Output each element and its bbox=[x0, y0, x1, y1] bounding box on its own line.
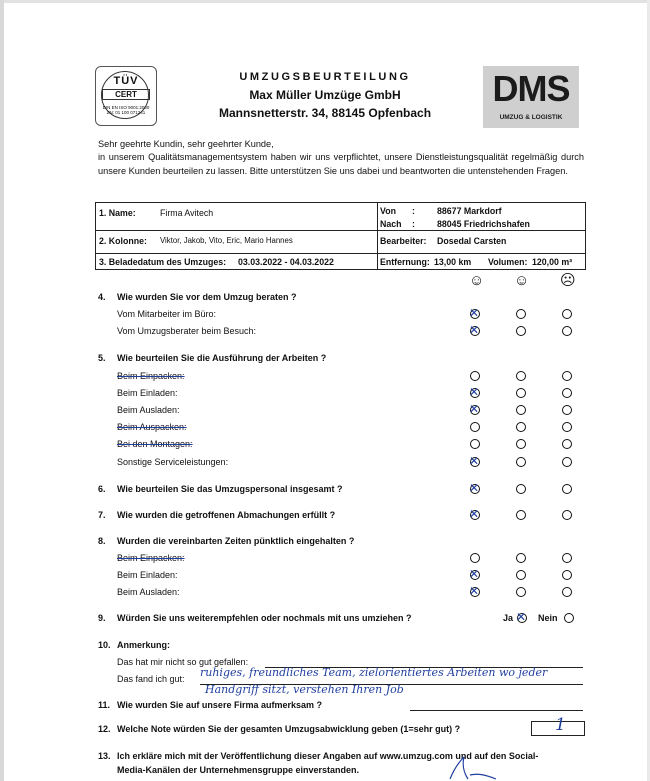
beladedatum-value: 03.03.2022 - 04.03.2022 bbox=[238, 257, 334, 267]
q11-input-line[interactable] bbox=[410, 710, 583, 711]
q7-sad-face-radio[interactable] bbox=[562, 510, 572, 520]
q6-neutral-face-radio[interactable] bbox=[516, 484, 526, 494]
q5-option-service: Sonstige Serviceleistungen: bbox=[117, 457, 229, 467]
question-4-number: 4. bbox=[98, 292, 106, 302]
q5-service-checkmark-icon: ✕ bbox=[469, 454, 480, 468]
q5-einpacken-sad-face-radio[interactable] bbox=[562, 371, 572, 381]
tuv-logo-cert: CERT bbox=[102, 89, 150, 100]
signature-scribble bbox=[420, 755, 500, 781]
entfernung-label: Entfernung: bbox=[380, 257, 430, 267]
q6-checkmark-icon: ✕ bbox=[469, 481, 480, 495]
question-12-text: Welche Note würden Sie der gesamten Umzugsabwicklung geben (1=sehr gut) ? bbox=[117, 724, 461, 734]
neutral-face-icon: ☺ bbox=[514, 272, 530, 289]
q4-buero-neutral-face-radio[interactable] bbox=[516, 309, 526, 319]
q4-option-besuch: Vom Umzugsberater beim Besuch: bbox=[117, 326, 257, 336]
q5-auspacken-sad-face-radio[interactable] bbox=[562, 422, 572, 432]
question-10 bbox=[98, 640, 170, 650]
question-5 bbox=[98, 353, 326, 363]
name-label: 1. Name: bbox=[99, 208, 136, 218]
question-11-number: 11. bbox=[98, 700, 111, 710]
tuv-cert-logo bbox=[95, 66, 157, 126]
company-address: Mannsnetterstr. 34, 88145 Opfenbach bbox=[218, 106, 432, 120]
tuv-logo-small bbox=[96, 105, 156, 115]
question-13-text-line1: Ich erkläre mich mit der Veröffentlichung dieser Angaben auf www.umzug.com und auf den Social- bbox=[117, 751, 539, 761]
q5-option-auspacken: Beim Auspacken: bbox=[117, 422, 187, 432]
q8-einpacken-happy-face-radio[interactable] bbox=[470, 553, 480, 563]
question-8-number: 8. bbox=[98, 536, 106, 546]
q9-ja-checkmark-icon: ✕ bbox=[516, 610, 527, 624]
q5-montagen-neutral-face-radio[interactable] bbox=[516, 439, 526, 449]
von-value: 88677 Markdorf bbox=[437, 206, 502, 216]
form-title: UMZUGSBEURTEILUNG bbox=[239, 71, 411, 83]
q8-ausladen-checkmark-icon: ✕ bbox=[469, 584, 480, 598]
happy-face-icon: ☺ bbox=[469, 272, 485, 289]
q10-handwritten-positive-1: ruhiges, freundliches Team, zielorientiertes Arbeiten wo jeder bbox=[200, 666, 548, 679]
box-divider-vertical bbox=[377, 203, 378, 269]
tuv-logo-norm: DIN EN ISO 9001:2000 bbox=[102, 105, 150, 110]
q8-einladen-sad-face-radio[interactable] bbox=[562, 570, 572, 580]
q9-nein-label: Nein bbox=[538, 613, 558, 623]
order-info-box bbox=[95, 202, 586, 270]
question-4 bbox=[98, 292, 296, 302]
q10-line-positive-label: Das fand ich gut: bbox=[117, 674, 185, 684]
dms-logo-text: DMS bbox=[492, 68, 570, 109]
kolonne-label: 2. Kolonne: bbox=[99, 236, 147, 246]
question-10-number: 10. bbox=[98, 640, 111, 650]
question-7-text: Wie wurden die getroffenen Abmachungen erfüllt ? bbox=[117, 510, 336, 520]
q9-ja-label: Ja bbox=[503, 613, 514, 623]
question-11-text: Wie wurden Sie auf unsere Firma aufmerksam ? bbox=[117, 700, 322, 710]
q5-service-neutral-face-radio[interactable] bbox=[516, 457, 526, 467]
beladedatum-label: 3. Beladedatum des Umzuges: bbox=[99, 257, 227, 267]
q5-montagen-happy-face-radio[interactable] bbox=[470, 439, 480, 449]
bearbeiter-value: Dosedal Carsten bbox=[437, 236, 507, 246]
volumen-label: Volumen: bbox=[488, 257, 528, 267]
scan-border-left bbox=[0, 0, 4, 781]
q4-buero-sad-face-radio[interactable] bbox=[562, 309, 572, 319]
tuv-logo-number: ZN: 01 100 071241 bbox=[106, 110, 146, 115]
q5-einladen-neutral-face-radio[interactable] bbox=[516, 388, 526, 398]
q5-option-einpacken: Beim Einpacken: bbox=[117, 371, 185, 381]
question-5-text: Wie beurteilen Sie die Ausführung der Arbeiten ? bbox=[117, 353, 327, 363]
q9-nein-radio[interactable] bbox=[564, 613, 574, 623]
q5-option-einladen: Beim Einladen: bbox=[117, 388, 178, 398]
sad-face-icon: ☹ bbox=[560, 272, 576, 289]
q5-option-ausladen: Beim Ausladen: bbox=[117, 405, 180, 415]
question-5-number: 5. bbox=[98, 353, 106, 363]
q5-auspacken-happy-face-radio[interactable] bbox=[470, 422, 480, 432]
q8-einpacken-sad-face-radio[interactable] bbox=[562, 553, 572, 563]
question-7 bbox=[98, 510, 335, 520]
q5-einpacken-happy-face-radio[interactable] bbox=[470, 371, 480, 381]
q7-checkmark-icon: ✕ bbox=[469, 507, 480, 521]
scan-border-top bbox=[0, 0, 650, 3]
question-6-number: 6. bbox=[98, 484, 106, 494]
intro-text bbox=[98, 138, 584, 178]
q5-option-montagen: Bei den Montagen: bbox=[117, 439, 193, 449]
q4-buero-checkmark-icon: ✕ bbox=[469, 306, 480, 320]
q8-einladen-neutral-face-radio[interactable] bbox=[516, 570, 526, 580]
von-colon: : bbox=[412, 206, 415, 216]
question-8-text: Wurden die vereinbarten Zeiten pünktlich eingehalten ? bbox=[117, 536, 355, 546]
q5-auspacken-neutral-face-radio[interactable] bbox=[516, 422, 526, 432]
q8-einpacken-neutral-face-radio[interactable] bbox=[516, 553, 526, 563]
q7-neutral-face-radio[interactable] bbox=[516, 510, 526, 520]
q4-option-buero: Vom Mitarbeiter im Büro: bbox=[117, 309, 217, 319]
question-10-text: Anmerkung: bbox=[117, 640, 171, 650]
nach-label: Nach bbox=[380, 219, 402, 229]
q4-besuch-sad-face-radio[interactable] bbox=[562, 326, 572, 336]
nach-value: 88045 Friedrichshafen bbox=[437, 219, 530, 229]
box-divider-1 bbox=[96, 230, 585, 231]
entfernung-value: 13,00 km bbox=[434, 257, 472, 267]
q5-service-sad-face-radio[interactable] bbox=[562, 457, 572, 467]
question-9-number: 9. bbox=[98, 613, 106, 623]
nach-colon: : bbox=[412, 219, 415, 229]
question-13-text-line2: Media-Kanälen der Unternehmensgruppe einverstanden. bbox=[117, 765, 360, 775]
von-label: Von bbox=[380, 206, 396, 216]
kolonne-value: Viktor, Jakob, Vito, Eric, Mario Hannes bbox=[160, 236, 293, 245]
q5-montagen-sad-face-radio[interactable] bbox=[562, 439, 572, 449]
q8-ausladen-neutral-face-radio[interactable] bbox=[516, 587, 526, 597]
q5-einladen-checkmark-icon: ✕ bbox=[469, 385, 480, 399]
q12-handwritten-grade: 1 bbox=[555, 715, 566, 735]
tuv-logo-text: TÜV bbox=[113, 75, 139, 87]
question-6-text: Wie beurteilen Sie das Umzugspersonal insgesamt ? bbox=[117, 484, 343, 494]
q5-einpacken-neutral-face-radio[interactable] bbox=[516, 371, 526, 381]
q5-einladen-sad-face-radio[interactable] bbox=[562, 388, 572, 398]
question-13-number: 13. bbox=[98, 751, 111, 761]
q5-ausladen-sad-face-radio[interactable] bbox=[562, 405, 572, 415]
q8-einladen-checkmark-icon: ✕ bbox=[469, 567, 480, 581]
q8-option-einladen: Beim Einladen: bbox=[117, 570, 178, 580]
intro-body: in unserem Qualitätsmanagementsystem haben wir uns verpflichtet, unsere Dienstleistungsqualität regelmäßig durch unsere Kunden beurteilen zu lassen. Bitte unterstützen Sie uns dabei und beantworten die untenstehenden Fragen. bbox=[98, 152, 584, 176]
name-value: Firma Avitech bbox=[160, 208, 214, 218]
q10-handwritten-positive-2: Handgriff sitzt, verstehen Ihren Job bbox=[205, 683, 404, 696]
question-11 bbox=[98, 700, 322, 710]
q4-besuch-neutral-face-radio[interactable] bbox=[516, 326, 526, 336]
question-12 bbox=[98, 724, 460, 734]
q4-besuch-checkmark-icon: ✕ bbox=[469, 323, 480, 337]
intro-greeting: Sehr geehrte Kundin, sehr geehrter Kunde, bbox=[98, 139, 274, 149]
box-divider-2 bbox=[96, 253, 585, 254]
question-4-text: Wie wurden Sie vor dem Umzug beraten ? bbox=[117, 292, 297, 302]
q5-ausladen-neutral-face-radio[interactable] bbox=[516, 405, 526, 415]
volumen-value: 120,00 m³ bbox=[532, 257, 573, 267]
dms-logo-subtext: UMZUG & LOGISTIK bbox=[499, 114, 563, 121]
question-8 bbox=[98, 536, 354, 546]
question-9 bbox=[98, 613, 412, 623]
q8-ausladen-sad-face-radio[interactable] bbox=[562, 587, 572, 597]
question-9-text: Würden Sie uns weiterempfehlen oder nochmals mit uns umziehen ? bbox=[117, 613, 412, 623]
q8-option-ausladen: Beim Ausladen: bbox=[117, 587, 180, 597]
bearbeiter-label: Bearbeiter: bbox=[380, 236, 427, 246]
q10-line-negative-label: Das hat mir nicht so gut gefallen: bbox=[117, 657, 249, 667]
question-12-number: 12. bbox=[98, 724, 111, 734]
q8-option-einpacken: Beim Einpacken: bbox=[117, 553, 185, 563]
q5-ausladen-checkmark-icon: ✕ bbox=[469, 402, 480, 416]
q6-sad-face-radio[interactable] bbox=[562, 484, 572, 494]
question-7-number: 7. bbox=[98, 510, 106, 520]
question-6 bbox=[98, 484, 342, 494]
dms-logo bbox=[483, 66, 579, 128]
company-name: Max Müller Umzüge GmbH bbox=[249, 88, 401, 102]
